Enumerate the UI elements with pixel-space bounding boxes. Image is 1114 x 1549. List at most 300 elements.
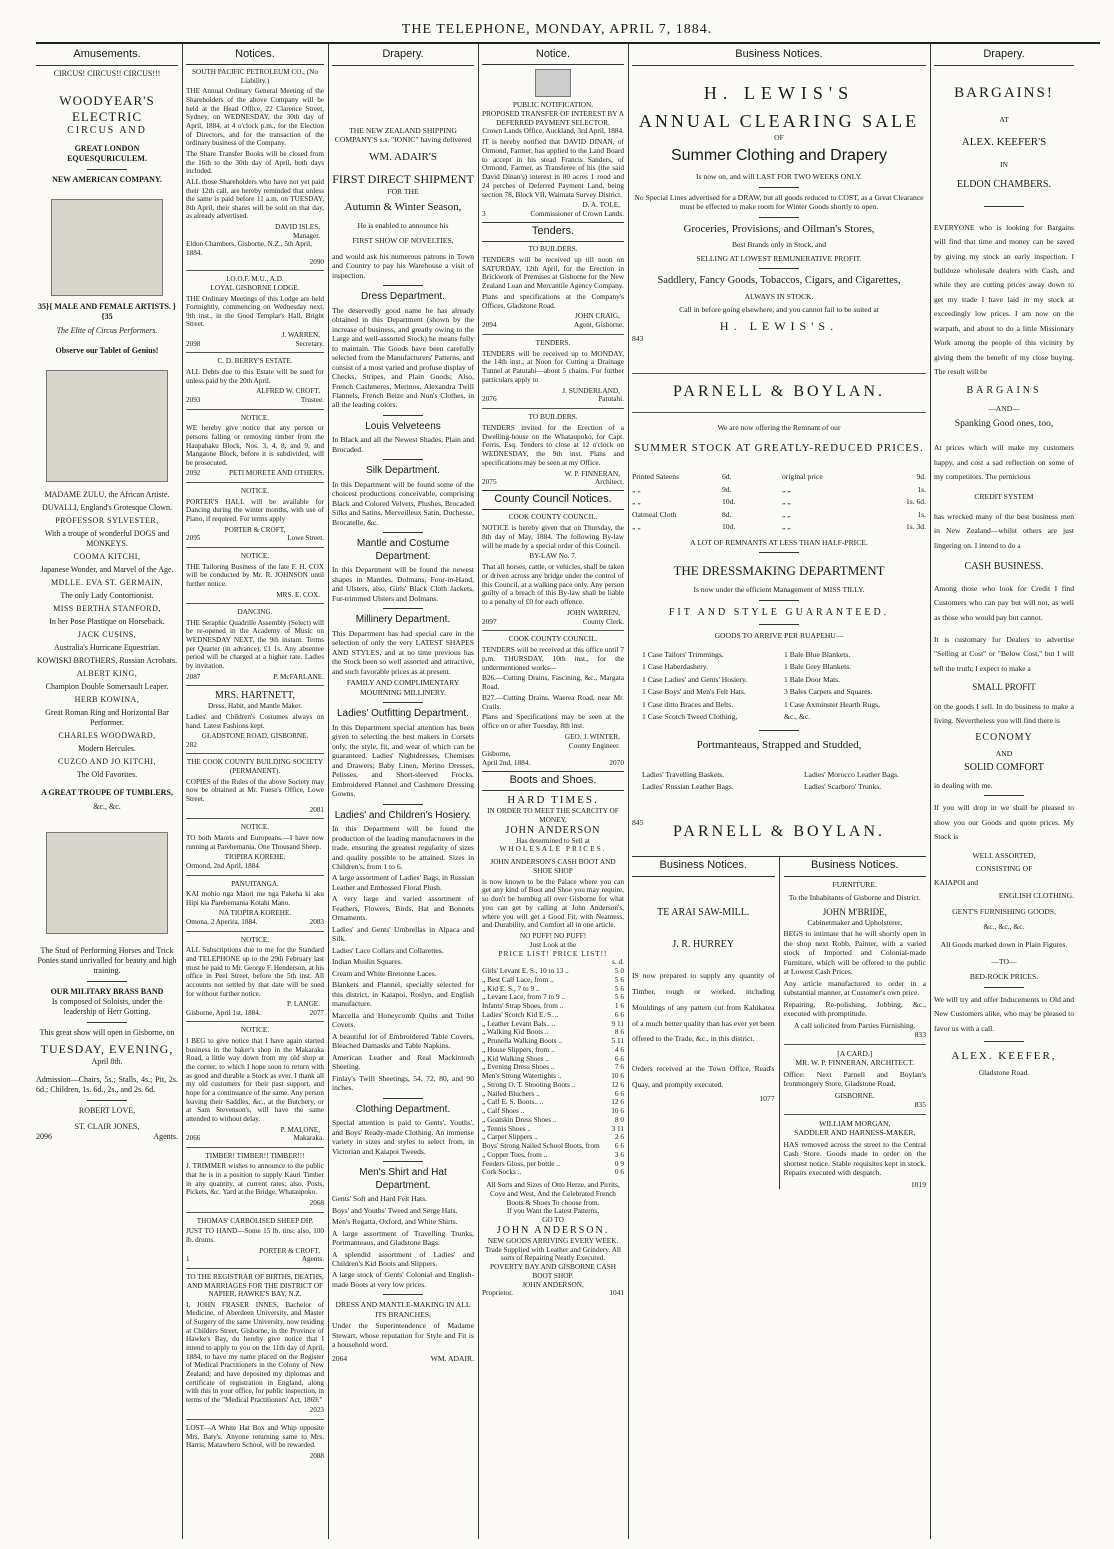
circus-and: CIRCUS AND: [67, 125, 147, 137]
column-heading: Drapery.: [934, 46, 1074, 66]
address: Gladstone Road.: [978, 1067, 1030, 1077]
porter-hall-body: PORTER'S HALL will be available for Dancing during the winter months, with use of Piano, if required. For terms apply: [186, 497, 324, 524]
english-clothing: ENGLISH CLOTHING.: [998, 891, 1074, 901]
estate-body: ALL Debts due to this Estate will be sued for unless paid by the 20th April.: [186, 368, 324, 385]
just-look: Just Look at the: [529, 939, 577, 949]
half-price-line: A LOT OF REMNANTS AT LESS THAN HALF-PRICE.: [690, 537, 868, 547]
price-item: Boys' Strong Nailed School Boots, from: [482, 1141, 600, 1151]
column-rule: [930, 44, 931, 1539]
circus-headline: CIRCUS! CIRCUS!! CIRCUS!!!: [53, 68, 161, 78]
ad-number: 2092: [186, 469, 201, 478]
notice-title: NOTICE.: [240, 551, 270, 560]
works-item: B26.—Cutting Drains, Fascining, &c., Margata Road.: [482, 673, 624, 692]
performer-line: COOMA KITCHI,: [73, 551, 141, 561]
price-value: 3 6: [614, 1149, 624, 1159]
remnant-row: [632, 497, 926, 506]
signature: PORTER & CROFT,: [224, 525, 286, 534]
building-society-title: THE COOK COUNTY BUILDING SOCIETY (PERMANENT).: [186, 758, 324, 776]
office-date: Crown Lands Office, Auckland, 3rd April, 1884.: [482, 126, 624, 136]
building-society-body: COPIES of the Rules of the above Society may now be obtained at Mr. Fuese's Office, Lowe Street.: [186, 777, 324, 804]
performer-line: HERB KOWINA,: [74, 694, 140, 704]
price-value: 4 6: [614, 1044, 624, 1054]
performer-line: The Old Favorites.: [76, 769, 138, 779]
small-profit: SMALL PROFIT: [972, 682, 1036, 693]
goods-item: &c., &c.: [784, 712, 811, 722]
column-heading: Notices.: [186, 46, 324, 65]
performer-list: [36, 490, 178, 780]
bylaw-title: BY-LAW No. 7.: [529, 551, 577, 561]
remnant-cell: 10d.: [722, 497, 736, 507]
price-item: Cork Socks ..: [482, 1167, 522, 1177]
goods-item: 1 Bale Door Mats.: [784, 674, 841, 684]
performer-line: PROFESSOR SYLVESTER,: [55, 515, 159, 525]
signature-title: Agents.: [301, 1255, 324, 1264]
remnant-cell: 10d.: [722, 522, 736, 532]
price-value: 2 6: [614, 1132, 624, 1142]
ad-number: 1: [186, 1255, 190, 1264]
price-item: „ Calf Shoes ..: [482, 1106, 525, 1116]
price-value: 12 6: [611, 1079, 624, 1089]
column-rule: [478, 44, 479, 1539]
price-value: 9 11: [611, 1018, 624, 1028]
blankets-line: Blankets and Flannel, specially selected for this district, in Kaiapoi, Roslyn, and English manufacture.: [332, 980, 474, 1009]
ad-number: 2090: [309, 257, 324, 266]
millinery-body: This Department has had special care in the selection of only the very LATEST SHAPES AND STYLES, and at no time previous has the Stock been so well assorted and attractive, and such favorable prices as at present.: [332, 628, 474, 676]
furniture-body2: Any article manufactured to order in a substantial manner, at Customer's own price.: [783, 978, 926, 998]
panui-body: KAI mohio nga Maori me nga Pakeha ki aku Hipi kia Parehemania Kotahi Mano.: [186, 890, 324, 907]
well-assorted: WELL ASSORTED,: [972, 850, 1036, 860]
goods-item: 1 Case Axminster Hearth Rugs,: [784, 699, 880, 709]
petroleum-body: THE Annual Ordinary General Meeting of the Shareholders of the above Company will be held at the Head Office, 22 Clarence Street, Sydney, on WEDNESDAY, the 30th day of April, 1884, at 4 o'clock p.m., for the Election of Directors, and for the transaction of the ordinary business of the Company.: [186, 87, 324, 148]
tuesday-evening: TUESDAY, EVENING,: [40, 1041, 174, 1056]
remnant-cell: original price: [782, 472, 823, 482]
at-line: AT: [999, 114, 1009, 124]
sawmill-orders: Orders received at the Town Office, Read's Quay, and promptly executed.: [632, 1064, 775, 1089]
price-value: 3 11: [611, 1123, 624, 1133]
clothing-body: Special attention is paid to Gents', Youths', and Boys' Ready-made Clothing. An immense variety in sizes and styles to select from, in Victorian and Kaiapoi Tweeds.: [332, 1118, 474, 1156]
card-label: [A CARD.]: [837, 1048, 873, 1058]
estate-title: C. D. BERRY'S ESTATE.: [217, 357, 293, 366]
parnell-boylan-title: PARNELL & BOYLAN.: [672, 382, 886, 400]
novelties-line: FIRST SHOW OF NOVELTIES,: [352, 236, 454, 246]
lodge-body: THE Ordinary Meetings of this Lodge are held Fortnightly, commencing on Wednesday next, 9th inst., in the Good Templar's Hall, Bright Street.: [186, 294, 324, 329]
tailoring-body: THE Tailoring Business of the late F. H. COX will be conducted by Mr. R. JOHNSON until further notice.: [186, 562, 324, 588]
dressmaking-department: THE DRESSMAKING DEPARTMENT: [673, 563, 885, 579]
cabinet-line: Cabinetmaker and Upholsterer,: [807, 917, 903, 927]
remnant-cell: „ „: [782, 484, 791, 494]
mantle-heading: Mantle and Costume Department.: [356, 538, 450, 562]
remnant-cell: 1s. 3d.: [905, 522, 926, 532]
no-puff: NO PUFF! NO PUFF!: [519, 931, 587, 941]
goods-item: 1 Bale Grey Blankets.: [784, 662, 852, 672]
economy: ECONOMY: [975, 732, 1033, 744]
of-line: OF: [774, 132, 784, 142]
marked-down: All Goods marked down in Plain Figures.: [940, 939, 1068, 949]
ad-number: 2094: [482, 320, 497, 330]
performer-line: With a troupe of wonderful DOGS and MONKEYS.: [44, 528, 170, 548]
shirt-line: A splendid assortment of Ladies' and Children's Kid Boots and Slippers.: [332, 1249, 474, 1268]
county-title: COOK COUNTY COUNCIL.: [508, 634, 598, 644]
goods-item: 1 Case Tailors' Trimmings.: [642, 649, 724, 659]
morgan-name: WILLIAM MORGAN,: [819, 1118, 891, 1128]
price-value: 8 6: [614, 1027, 624, 1037]
signature-title: Trustee.: [300, 395, 324, 404]
column-drapery-keefer: [934, 46, 1074, 1539]
artists-count: 35}{ MALE AND FEMALE ARTISTS. }{35: [37, 301, 177, 321]
trade-line: Trade Supplied with Leather and Grindery. All sorts of Repairing Neatly Executed.: [484, 1244, 622, 1263]
signature: J. SUNDERLAND,: [562, 385, 620, 395]
performer-line: MISS BERTHA STANFORD,: [53, 603, 161, 613]
price-item: „ House Slippers, from ..: [482, 1044, 555, 1054]
morgan-trade: SADDLER AND HARNESS-MAKER,: [794, 1128, 916, 1138]
column-rule: [328, 44, 329, 1539]
column-notices: [186, 46, 324, 1539]
cream-line: Cream and White Bretonne Laces.: [332, 968, 437, 978]
remnant-cell: „ „: [782, 522, 791, 532]
tender-body: TENDERS invited for the Erection of a Dwelling-house on the Whataupoko, for Capt. Ferris, Esq. Tenders to close at 12 o'clock on WEDNESDAY, the 9th inst. Plans and specifications may be seen at my Office.: [482, 422, 624, 467]
column-heading: Notice.: [482, 46, 624, 65]
adair-name: WM. ADAIR'S: [369, 150, 437, 163]
registrar-body: I, JOHN FRASER INNES, Bachelor of Medicine, of Aberdeen University, and Master of Surgery of the same University, now residing at Childers Street, Gisborne, in the Province of Hawke's Bay, do hereby give notice that I intend to apply to you on the 11th day of April, 1884, to have my name placed on the Register of Medical Practitioners in the Colony of New Zealand; and have deposited my diplomas and certificate of registration in England, along with this in your office, for public inspection, in terms of the "Medical Practitioners' Act, 1869.": [186, 1300, 324, 1404]
remnant-cell: „ „: [632, 484, 641, 494]
tender-title: TENDERS.: [535, 337, 571, 347]
dress-dept-body: The deservedly good name he has already obtained in this Department (shown by the increase of business, and greatly owing to the Large and well-assorted Stock) he means fully to maintain. The Goods have been carefully selected from the Manufacturers' Patterns, and consist of a most varied and profuse display of Checks, Stripes, and Plain Goods; Also, French Cashmeres, Merinos, Alexandra Twill Flannels, French Beize and Nun's Clothes, in all the leading colors.: [332, 305, 474, 410]
woodyear-title: WOODYEAR'S ELECTRIC: [59, 92, 155, 124]
tumblers-etc: &c., &c.: [93, 801, 121, 811]
price-value: 0 9: [614, 1158, 624, 1168]
price-item: „ Prunella Walking Boots ..: [482, 1036, 562, 1046]
feathers-line: A very large and varied assortment of Feathers, Flowers, Birds, Hat and Bonnets Ornaments.: [332, 894, 474, 923]
signature-title: County Engineer.: [568, 740, 620, 750]
sheep-dip-body: JUST TO HAND—Some 15 lb. tins; also, 100 lb. drums.: [186, 1227, 324, 1244]
business-lower: [632, 856, 926, 1189]
lace-line: Ladies' Lace Collars and Collarettes.: [332, 945, 444, 955]
ad-number: 2081: [309, 805, 324, 814]
bed-rock-prices: BED-ROCK PRICES.: [969, 972, 1039, 982]
remnant-row: [632, 485, 926, 494]
price-item: „ Best Calf Lace, from ..: [482, 974, 554, 984]
goods-line: on the goods I sell. In do business to make a living. Nevertheless you will find there is: [934, 701, 1074, 725]
shirt-heading: Men's Shirt and Hat Department.: [359, 1167, 447, 1191]
signature: DAVID ISLES,: [275, 223, 320, 232]
performer-line: MADAME ZULU, the African Artiste.: [44, 489, 170, 499]
address: Gisborne,: [482, 749, 511, 759]
velveteens-body: In Black and all the Newest Shades, Plain and Brocaded.: [332, 435, 474, 454]
price-value: 1 6: [614, 1001, 624, 1011]
remnant-cell: 1s.: [917, 484, 926, 494]
remnant-cell: „ „: [782, 497, 791, 507]
goods-item: 1 Case Scotch Tweed Clothing,: [642, 712, 738, 722]
boot-price-table: [482, 967, 624, 1177]
stud-line: The Stud of Performing Horses and Trick Ponies stand unrivalled for beauty and high training.: [37, 945, 177, 975]
go-to: GO TO: [542, 1215, 564, 1225]
signature-title: Commissioner of Crown Lands.: [530, 209, 624, 219]
hosiery-body: In this Department will be found the production of the leading manufacturers in the trade, ensuring the greatest regularity of sizes and quality possible to be attained. Sizes in Children's, from 1 to 6.: [332, 824, 474, 871]
column-drapery-adair: [332, 46, 474, 1539]
cash-business: CASH BUSINESS.: [964, 561, 1044, 573]
column-rule: [182, 44, 183, 1539]
subscriptions-body: ALL Subscriptions due to me for the Standard and TELEPHONE up to the 29th February last must be paid to Mr. George F. Henderson, at his office in Peel Street, before the 5th inst. All accounts not settled by that date will be sued for without further notice.: [186, 946, 324, 998]
notice-body: WE hereby give notice that any person or persons falling or removing timber from the Haupahaku Block, Nos. 3, 4, 8, and 9, and Mangaone Block, before it is subdivided, will be prosecuted.: [186, 424, 324, 467]
performer-line: CUZCO AND JO KITCHI,: [58, 756, 156, 766]
furniture-body: BEGS to intimate that he will shortly open in the shop next Robb, Painter, with a varied stock of Imported and Colonial-made Furniture, which will be offered to the public at Lowest Cash Prices.: [783, 929, 926, 977]
price-row: [482, 1168, 624, 1177]
county-body: NOTICE is hereby given that on Thursday, the 8th day of May, 1884. The following By-law will be made by a special order of this Council.: [482, 523, 624, 550]
scarcity-line: IN ORDER TO MEET THE SCARCITY OF MONEY,: [487, 806, 619, 824]
saddler-body: I BEG to give notice that I have again started business in the baker's shop in the Makaraka Road, a little way down from my old shop at the corner, to which I hope soon to return with as good and durable a Stock as ever. I thank all my old customers for their past support, and hope for a continuance of the same. Any person leaving their Saddles, &c., at the Butchery, or at Sam Stevenson's, will have the same attended to without delay.: [186, 1037, 324, 1123]
outfitting-heading: Ladies' Outfitting Department.: [337, 708, 469, 720]
address: Patutahi.: [598, 394, 624, 404]
signature: PORTER & CROFT,: [259, 1246, 320, 1255]
season-line: Autumn & Winter Season,: [344, 200, 462, 213]
portmanteaus-line: Portmanteaus, Strapped and Studded,: [696, 738, 862, 751]
for-the: FOR THE: [387, 187, 419, 197]
sheep-notice-body: TO both Maoris and Europeans.—I have now running at Parehemania, One Thousand Sheep.: [186, 833, 324, 851]
signature: JOHN CRAIG,: [575, 311, 620, 321]
signature-title: Agent, Gisborne.: [573, 320, 624, 330]
mantle-body: In this Department will be found the newest shapes in Mantles, Dolmans, Four-in-Hand, and Ulsters, also, Girls' Black Cloth Jackets, Fur-trimmed Ulsters and Dolmans.: [332, 565, 474, 603]
remnant-cell: „ „: [632, 522, 641, 532]
remnant-cell: 1s.: [917, 509, 926, 519]
hard-times: HARD TIMES.: [507, 794, 599, 806]
performer-line: ALBERT KING,: [76, 668, 138, 678]
performer-line: JACK CUSINS,: [77, 629, 137, 639]
price-item: „ Strong O. T. Shooting Boots ..: [482, 1079, 576, 1089]
bags-line: A large assortment of Ladies' Bags, in Russian Leather and Embossed Floral Plush.: [332, 873, 474, 892]
remnant-line: We are now offering the Remnant of our: [717, 422, 841, 432]
ad-number: 843: [632, 333, 644, 343]
outfitting-body: In this Department special attention has been given to selecting the best makers in Corsets only, the style, fit, and wear of which can be guaranteed. Ladies' Nightdresses, Chemises and Drawers; Baby Linen, Merino Dresses, Pelisses, and Short-sleeved Frocks. Embroidered Flannel and Cashmere Dressing Gowns.: [332, 722, 474, 799]
remnant-row: [632, 510, 926, 519]
price-item: Infants' Strap Shoes, from ..: [482, 1001, 564, 1011]
mbride-name: JOHN M'BRIDE,: [822, 906, 887, 917]
column-amusements: [36, 46, 178, 1539]
summer-clothing: Summer Clothing and Drapery: [670, 147, 888, 165]
transfer-body: IT is hereby notified that DAVID DINAN, of Ormond, Farmer, has applied to the Land Board to accept in his stead Francis Sanders, of Ormond, Farmer, as Transferee of his (the said David Dinan's) interest in 80 acres 1 rood and 24 perches of Deferred Payment Land, being section 78, Block VII, Waimata Survey District.: [482, 137, 624, 199]
price-item: „ Nailed Bluchers ..: [482, 1088, 540, 1098]
tender-body: TENDERS will be received up till noon on SATURDAY, 12th April, for the Erection in Brickwork of Premises at Gisborne for the New Zealand Loan and Mercantile Agency Company.: [482, 254, 624, 291]
ad-number: 833: [914, 1030, 926, 1040]
ad-number: 2077: [309, 1008, 324, 1017]
signature: TIOPIRA KOREHE.: [224, 853, 286, 862]
signature-title: Proprietor.: [482, 1288, 514, 1298]
price-value: 10 6: [611, 1106, 624, 1116]
date-line: Omona, 2 Aperira, 1884.: [186, 918, 258, 927]
tender-plans: Plans and specifications at the Company's Offices, Gladstone Road.: [482, 291, 624, 310]
tumblers: A GREAT TROUPE OF TUMBLERS,: [41, 787, 173, 797]
goods-item: 1 Case Boys' and Men's Felt Hats.: [642, 687, 746, 697]
price-value: 5 6: [614, 992, 624, 1002]
silk-body: In this Department will be found some of the choicest productions conceivable, comprising Black and Colored Velvets, Plushes, Brocaded Silks and Satins, Merveilleux Satin, Duchesse, Brocatelle, &c.: [332, 479, 474, 527]
remnant-cell: Oatmeal Cloth: [632, 509, 677, 519]
tender-title: TO BUILDERS.: [528, 244, 578, 254]
robert-love: ROBERT LOVE,: [78, 1105, 136, 1115]
goods-right: [784, 647, 926, 725]
poverty-bay-title: POVERTY BAY AND GISBORNE CASH BOOT SHOP.: [489, 1262, 617, 1280]
price-value: 0 6: [614, 1167, 624, 1177]
furniture-title: FURNITURE.: [832, 879, 877, 889]
patterns-line: If you Want the Latest Patterns,: [506, 1206, 600, 1216]
shirt-line: Boys' and Youths' Tweed and Serge Hats.: [332, 1205, 458, 1215]
price-value: 10 6: [611, 1071, 624, 1081]
consisting-of: CONSISTING OF: [975, 864, 1033, 874]
ad-number: 2023: [309, 1406, 324, 1415]
shipping-intro: THE NEW ZEALAND SHIPPING COMPANY'S s.s. "IONIC" having delivered: [334, 125, 472, 145]
mourning-line: FAMILY AND COMPLIMENTARY MOURNING MILLINERY.: [346, 678, 460, 697]
address: Eldon Chambers, Gisborne, N.Z., 5th April, 1884.: [186, 240, 312, 257]
notice-title: NOTICE.: [240, 1026, 270, 1035]
ad-number: 2087: [186, 672, 201, 681]
goods-item: 1 Case Ladies' and Gents' Hosiery.: [642, 674, 748, 684]
band-desc: Is composed of Soloists, under the leadership of Herr Gotting.: [51, 996, 163, 1016]
remnant-cell: Printed Sateens: [632, 472, 680, 482]
signature: P. LANGE.: [287, 1000, 320, 1009]
keefer-body: EVERYONE who is looking for Bargains will find that time and money can be saved by giving my stock an early inspection. I bulldoze wholesale dealers with Cash, and while they are cutting prices away down to get my trade I have laid in my stock at exceedingly low prices. I am now on the warpath, and about to do a little Missionary Work among the people of this vicinity by giving them the benefit of my close buying. The result will be: [934, 222, 1074, 376]
county-title: COOK COUNTY COUNCIL.: [508, 512, 598, 522]
finneran-office: Office: Next Parnell and Boylan's Ironmongery Store, Gladstone Road,: [783, 1069, 926, 1089]
signature: JOHN WARREN,: [567, 607, 620, 617]
price-value: 12 6: [611, 1097, 624, 1107]
clothing-heading: Clothing Department.: [355, 1103, 451, 1115]
april-date: April 8th.: [91, 1056, 123, 1066]
opens-line: This great show will open in Gisborne, on: [39, 1027, 175, 1037]
signature: P. MALONE,: [280, 1125, 320, 1134]
hartnett-trade: Dress, Habit, and Mantle Maker.: [207, 702, 302, 711]
sawmill-title: TE ARAI SAW-MILL.: [657, 906, 750, 918]
shirt-line: A large stock of Gents' Colonial and English-made Boots at very low prices.: [332, 1270, 474, 1289]
signature: NA TIOPIRA KOREHE.: [218, 909, 292, 918]
etc-line: &c., &c., &c.: [983, 922, 1025, 932]
address: GISBORNE.: [834, 1090, 875, 1100]
signature: PETI MORETE AND OTHERS.: [228, 469, 324, 478]
address: Makaraka.: [293, 1134, 324, 1143]
hartnett-title: MRS. HARTNETT,: [214, 690, 296, 702]
best-brands: Best Brands only in Stock, and: [731, 240, 827, 250]
bargains-word: BARGAINS: [966, 385, 1042, 397]
signature: W. P. FINNERAN,: [564, 468, 620, 478]
shirt-line: Gents' Soft and Hard Felt Hats.: [332, 1194, 428, 1204]
price-value: 5 6: [614, 974, 624, 984]
ad-number: 2098: [186, 339, 201, 348]
signature-title: County Clerk.: [582, 616, 624, 626]
bag-item: Ladies' Scarboro' Trunks.: [804, 781, 882, 791]
timber-body: J. TRIMMER wishes to announce to the public that he is in a position to supply Kauri Timber in any quantity, at current rates; also, Posts, Pickets, &c. Yard at the Bridge, Whataupoko.: [186, 1162, 324, 1197]
masthead: THE TELEPHONE, MONDAY, APRIL 7, 1884.: [401, 22, 713, 37]
agents-label: Agents.: [153, 1131, 178, 1141]
remnant-cell: 1s. 6d.: [905, 497, 926, 507]
remnant-cell: „ „: [632, 497, 641, 507]
bylaw-body: That all horses, cattle, or vehicles, shall be taken or driven across any bridge under the control of this Council, at a walking pace only. Any person guilty of a breach of this By-law shall be liable to a penalty of £0 for each offence.: [482, 562, 624, 607]
notice-title: NOTICE.: [240, 413, 270, 422]
sheeting-line: American Leather and Real Mackintosh Sheeting.: [332, 1052, 474, 1072]
performer-line: CHARLES WOODWARD,: [58, 730, 156, 740]
column-heading: Amusements.: [36, 46, 178, 66]
lodge-emblem-text: I.O.O.F. M.U., A.D.: [226, 275, 284, 284]
price-item: Ladies' Scotch Kid E. S. ..: [482, 1009, 559, 1019]
ad-number: 2083: [309, 918, 324, 927]
to-line: —TO—: [991, 956, 1017, 966]
ad-number: 2093: [186, 395, 201, 404]
band-title: OUR MILITARY BRASS BAND: [50, 986, 164, 996]
patrons-line: and would ask his numerous patrons in Town and Country to pay his Warehouse a visit of inspection.: [332, 251, 474, 280]
shirt-line: A large assortment of Travelling Trunks, Portmanteaus, and Gladstone Bags.: [332, 1228, 474, 1248]
panui-title: PANUITANGA.: [231, 879, 279, 888]
superintendence-line: Under the Superintendence of Madame Stewart, whose reputation for Style and Fit is a household word.: [332, 1321, 474, 1350]
signature: JOHN ANDERSON,: [522, 1279, 584, 1289]
tenders-heading: Tenders.: [482, 222, 624, 242]
masthead-rule: [36, 42, 1100, 44]
performer-line: Australia's Hurricane Equestrian.: [53, 642, 161, 652]
price-value: 7 6: [614, 1062, 624, 1072]
signature: GEO. J. WINTER,: [564, 731, 620, 741]
in-line: IN: [999, 159, 1008, 169]
signature: WM. ADAIR.: [430, 1353, 474, 1363]
ad-number: 845: [632, 818, 644, 828]
petroleum-calls: ALL those Shareholders who have not yet paid their 12th call, are hereby reminded that unless the same is paid before 11 a.m. on TUESDAY, 8th April, their shares will be sold on that day, as already advertised.: [186, 177, 324, 221]
sale-duration: Is now on, and will LAST FOR TWO WEEKS ONLY.: [696, 172, 862, 182]
price-value: 5 11: [611, 1036, 624, 1046]
goods-left: [632, 647, 784, 725]
sawmill-body: IS now prepared to supply any quantity of Timber, rough or worked, including Mouldings of any pattern cut from Kahikatea of a much better quality than has ever yet been offered to the Trade, &c., in this district.: [632, 970, 775, 1044]
remnant-cell: „ „: [782, 509, 791, 519]
bag-item: Ladies' Russian Leather Bags.: [642, 781, 734, 791]
observe-line: Observe our Tablet of Genius!: [55, 345, 159, 355]
signature: D. A. TOLE,: [582, 200, 620, 210]
gents-goods: GENT'S FURNISHING GOODS,: [952, 906, 1056, 916]
shirt-line: Men's Regatta, Oxford, and White Shirts.: [332, 1217, 458, 1227]
finneran-title: MR. W. P. FINNERAN, ARCHITECT.: [795, 1058, 915, 1068]
goods-item: 1 Bale Blue Blankets.: [784, 649, 851, 659]
column-notice-tenders: [482, 46, 624, 1539]
price-value: 6 6: [614, 1053, 624, 1063]
date-line: Ormond, 2nd April, 1884.: [186, 861, 261, 870]
price-item: Girls' Levant E. S., 10 to 13 ..: [482, 966, 569, 976]
currency-header: s. d.: [612, 957, 624, 967]
tilly-line: Is now under the efficient Management of MISS TILLY.: [693, 585, 865, 595]
dress-dept-heading: Dress Department.: [361, 291, 445, 303]
bags-list: [632, 767, 926, 795]
ad-number: 2095: [186, 534, 201, 543]
lost-notice: LOST—A White Hat Box and Whip opposite Mrs. Baty's. Anyone returning same to Mrs. Harris, Matawhero School, will be rewarded.: [186, 1424, 324, 1450]
cash-shop-title: JOHN ANDERSON'S CASH BOOT AND SHOE SHOP: [490, 857, 616, 875]
silk-heading: Silk Department.: [366, 465, 440, 477]
price-item: „ Evening Dress Shoes ..: [482, 1062, 555, 1072]
works-item: B27.—Cutting Drains, Waerea Road, near Mr. Crails.: [482, 692, 624, 711]
selling-line: SELLING AT LOWEST REMUNERATIVE PROFIT.: [696, 253, 862, 263]
all-sorts: All Sorts and Sizes of Otto Herze, and Pirrits, Cove and West, And the Celebrated French Boots & Shoes To choose from.: [486, 1180, 620, 1207]
county-heading: County Council Notices.: [482, 490, 624, 510]
price-item: „ Levant Lace, from 7 to 9 ..: [482, 992, 566, 1002]
saddlery-line: Saddlery, Fancy Goods, Tobaccos, Cigars, and Cigarettes,: [657, 275, 901, 287]
customary-line: It is customary for Dealers to advertise "Selling at Cost" or "Below Cost," but I will tell the truth; I expect to make a: [934, 635, 1074, 673]
price-item: „ Leather Levant Bals.. ..: [482, 1018, 556, 1028]
column-heading: Drapery.: [332, 46, 474, 66]
ad-number: 2076: [482, 394, 497, 404]
petroleum-title: SOUTH PACIFIC PETROLEUM CO., (No Liability.): [192, 68, 318, 85]
performer-line: Great Roman Ring and Horizontal Bar Performer.: [45, 707, 169, 727]
st-clair-jones: ST. CLAIR JONES,: [74, 1121, 140, 1131]
hartnett-body: Ladies' and Children's Costumes always on hand. Latest Fashions kept.: [186, 712, 324, 730]
performer-line: KOWISKI BROTHERS, Russian Acrobats.: [36, 655, 178, 665]
ad-number: 1041: [609, 1288, 624, 1298]
ad-number: 2064: [332, 1353, 348, 1363]
goods-list: [632, 647, 926, 725]
address: Lowe Street.: [287, 534, 324, 543]
signature: ALFRED W. CROFT,: [256, 387, 320, 396]
spanking-line: Spanking Good ones, too,: [954, 419, 1054, 430]
lewis-footer: H. LEWIS'S.: [719, 318, 839, 333]
ad-number: 2097: [482, 616, 497, 626]
